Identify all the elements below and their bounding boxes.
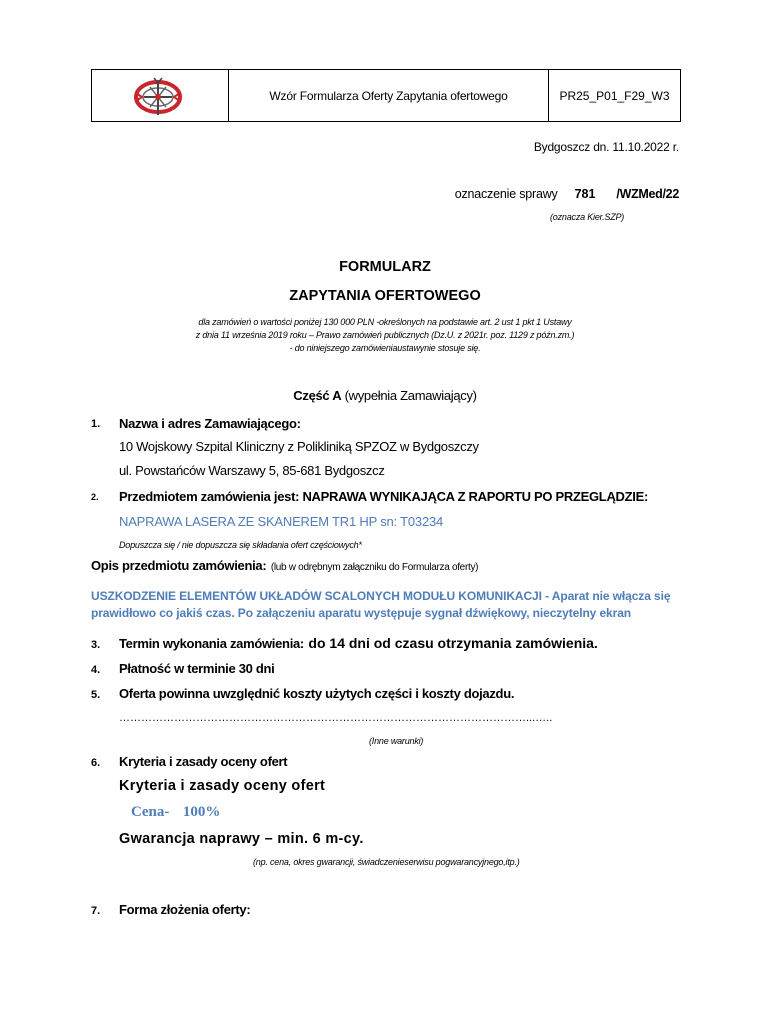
legal-basis-line-3: - do niniejszego zamówieniaustawynie stosuje się. bbox=[289, 343, 481, 353]
document-code: PR25_P01_F29_W3 bbox=[559, 88, 670, 103]
price-criterion-label: Cena- bbox=[131, 804, 170, 820]
contracting-authority-name: 10 Wojskowy Szpital Kliniczny z Polikliniką SPZOZ w Bydgoszczy bbox=[119, 439, 479, 454]
contracting-authority-address: ul. Powstańców Warszawy 5, 85-681 Bydgoszcz bbox=[119, 463, 385, 478]
other-conditions-note: (Inne warunki) bbox=[369, 736, 424, 746]
form-subtitle: ZAPYTANIA OFERTOWEGO bbox=[289, 288, 481, 304]
case-label: oznaczenie sprawy bbox=[454, 187, 558, 201]
description-label: Opis przedmiotu zamówienia: bbox=[91, 558, 267, 573]
header-title: Wzór Formularza Oferty Zapytania ofertowego bbox=[229, 70, 549, 121]
fault-description-line-2: prawidłowo co jakiś czas. Po załączeniu aparatu występuje sygnał dźwiękowy, nieczytelny ekran bbox=[91, 606, 632, 620]
fault-description-line-1: USZKODZENIE ELEMENTÓW UKŁADÓW SCALONYCH MODUŁU KOMUNIKACJI - Aparat nie włącza się bbox=[91, 589, 671, 603]
case-suffix: /WZMed/22 bbox=[616, 187, 679, 201]
logo-cell bbox=[92, 70, 229, 121]
item-7-number: 7. bbox=[91, 905, 101, 917]
item-3-label: Termin wykonania zamówienia: bbox=[119, 636, 304, 651]
warranty-requirement: Gwarancja naprawy – min. 6 m-cy. bbox=[119, 831, 364, 847]
evaluation-criteria-heading: Kryteria i zasady oceny ofert bbox=[119, 778, 326, 794]
item-2-number: 2. bbox=[91, 492, 99, 502]
order-subject: NAPRAWA LASERA ZE SKANEREM TR1 HP sn: T03234 bbox=[119, 514, 444, 529]
item-1-number: 1. bbox=[91, 418, 101, 430]
partial-offers-note: Dopuszcza się / nie dopuszcza się składania ofert częściowych* bbox=[119, 540, 362, 550]
part-a-note: (wypełnia Zamawiający) bbox=[344, 388, 477, 403]
hospital-emblem-icon bbox=[128, 75, 188, 119]
item-3-line bbox=[119, 635, 598, 653]
price-criterion-weight: 100% bbox=[182, 804, 221, 820]
part-a-label: Część A bbox=[293, 388, 342, 403]
description-note: (lub w odrębnym załączniku do Formularza oferty) bbox=[270, 562, 479, 573]
criteria-examples-note: (np. cena, okres gwarancji, świadczenieserwisu pogwarancyjnego,itp.) bbox=[253, 857, 520, 867]
case-note: (oznacza Kier.SZP) bbox=[550, 212, 625, 222]
other-conditions-dots: …………………………………………………………………………………………………...….. bbox=[119, 712, 553, 724]
price-criterion bbox=[131, 804, 220, 821]
form-title: FORMULARZ bbox=[339, 259, 431, 275]
completion-deadline: do 14 dni od czasu otrzymania zamówienia. bbox=[308, 635, 598, 651]
item-6-number: 6. bbox=[91, 757, 101, 769]
item-1-label: Nazwa i adres Zamawiającego: bbox=[119, 416, 301, 431]
case-number: 781 bbox=[574, 187, 596, 201]
item-6-label: Kryteria i zasady oceny ofert bbox=[119, 754, 288, 769]
part-a-heading bbox=[0, 388, 770, 403]
offer-costs-condition: Oferta powinna uwzględnić koszty użytych części i koszty dojazdu. bbox=[119, 686, 515, 701]
item-3-number: 3. bbox=[91, 639, 101, 651]
payment-terms: Płatność w terminie 30 dni bbox=[119, 661, 275, 676]
document-header-table bbox=[91, 69, 681, 122]
description-heading bbox=[91, 557, 478, 575]
item-5-number: 5. bbox=[91, 689, 101, 701]
offer-submission-form-label: Forma złożenia oferty: bbox=[119, 902, 251, 917]
item-4-number: 4. bbox=[91, 664, 101, 676]
item-2-label: Przedmiotem zamówienia jest: NAPRAWA WYNIKAJĄCA Z RAPORTU PO PRZEGLĄDZIE: bbox=[119, 489, 648, 504]
place-date: Bydgoszcz dn. 11.10.2022 r. bbox=[533, 140, 679, 154]
case-designation bbox=[455, 187, 679, 201]
legal-basis-line-2: z dnia 11 września 2019 roku – Prawo zamówień publicznych (Dz.U. z 2021r. poz. 1129 z późn.zm.) bbox=[195, 330, 575, 340]
legal-basis-line-1: dla zamówień o wartości poniżej 130 000 PLN -określonych na podstawie art. 2 ust 1 pkt 1 Ustawy bbox=[198, 317, 572, 327]
